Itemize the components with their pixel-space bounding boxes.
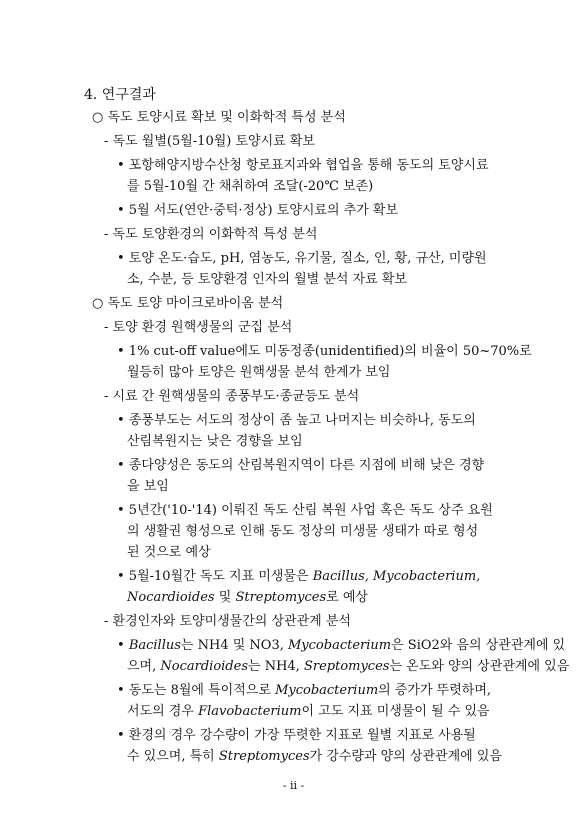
bullet-5-line-2: 산림복원지는 낮은 경향을 보임	[127, 434, 303, 449]
bullet-8-line-1: • 5월-10월간 독도 지표 미생물은 Bacillus, Mycobacterium,	[117, 569, 481, 584]
dash-item-4: - 시료 간 원핵생물의 종풍부도·종균등도 분석	[104, 389, 360, 404]
bullet-11-line-2: 수 있으며, 특히 Streptomyces가 강수량과 양의 상관관계에 있음	[127, 749, 502, 764]
bullet-7-line-1: • 5년간('10-'14) 이뤄진 독도 산림 복원 사업 혹은 독도 상주 요원	[117, 503, 493, 518]
bullet-6-line-1: • 종다양성은 동도의 산림복원지역이 다른 지점에 비해 낮은 경향	[117, 458, 485, 473]
bullet-9-line-1: • Bacillus는 NH4 및 NO3, Mycobacterium은 SiO2와 음의 상관관계에 있	[117, 638, 566, 653]
bullet-10-line-2: 서도의 경우 Flavobacterium이 고도 지표 미생물이 될 수 있음	[127, 704, 490, 719]
dash-item-5: - 환경인자와 토양미생물간의 상관관계 분석	[104, 614, 351, 629]
circle-item-2: ○ 독도 토양 마이크로바이옴 분석	[92, 296, 284, 311]
bullet-4-line-1: • 1% cut-off value에도 미동정종(unidentified)의 비율이 50~70%로	[117, 344, 532, 359]
dash-item-1: - 독도 월별(5월-10월) 토양시료 확보	[104, 134, 315, 149]
bullet-10-line-1: • 동도는 8월에 특이적으로 Mycobacterium의 증가가 뚜렷하며,	[117, 683, 492, 698]
bullet-3-line-2: 소, 수분, 등 토양환경 인자의 월별 분석 자료 확보	[127, 272, 407, 287]
bullet-6-line-2: 을 보임	[127, 479, 169, 494]
circle-item-1: ○ 독도 토양시료 확보 및 이화학적 특성 분석	[92, 110, 346, 125]
bullet-2: • 5월 서도(연안·중턱·정상) 토양시료의 추가 확보	[117, 203, 399, 218]
bullet-8-line-2: Nocardioides 및 Streptomyces로 예상	[127, 590, 368, 605]
dash-item-2: - 독도 토양환경의 이화학적 특성 분석	[104, 227, 318, 242]
bullet-5-line-1: • 종풍부도는 서도의 정상이 좀 높고 나머지는 비슷하나, 동도의	[117, 413, 476, 428]
bullet-3-line-1: • 토양 온도·습도, pH, 염농도, 유기물, 질소, 인, 황, 규산, 미량원	[117, 251, 487, 266]
bullet-1-line-1: • 포항해양지방수산청 항로표지과와 협업을 통해 동도의 토양시료	[117, 158, 489, 173]
bullet-4-line-2: 월등히 많아 토양은 원핵생물 분석 한계가 보임	[127, 365, 391, 380]
bullet-7-line-3: 된 것으로 예상	[127, 545, 211, 560]
section-heading: 4. 연구결과	[84, 87, 156, 103]
bullet-9-line-2: 으며, Nocardioides는 NH4, Sreptomyces는 온도와 양의 상관관계에 있음	[127, 659, 570, 674]
bullet-1-line-2: 를 5월-10월 간 채취하여 조달(-20℃ 보존)	[127, 179, 374, 194]
page-number: - ii -	[282, 779, 305, 792]
bullet-7-line-2: 의 생활권 형성으로 인해 동도 정상의 미생물 생태가 따로 형성	[127, 524, 479, 539]
dash-item-3: - 토양 환경 원핵생물의 군집 분석	[104, 320, 293, 335]
bullet-11-line-1: • 환경의 경우 강수량이 가장 뚜렷한 지표로 월별 지표로 사용될	[117, 728, 476, 743]
